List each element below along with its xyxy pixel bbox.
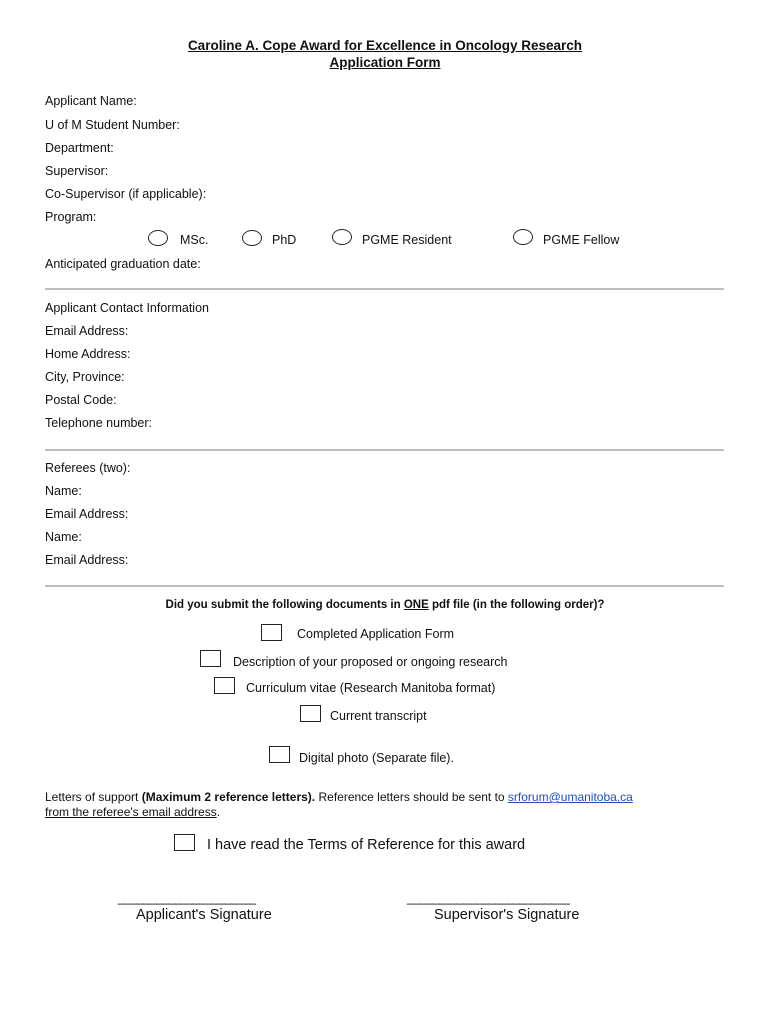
doc-cv-label: Curriculum vitae (Research Manitoba format) xyxy=(246,681,496,695)
doc-application-form-label: Completed Application Form xyxy=(297,627,455,641)
section-divider xyxy=(45,449,724,451)
department-label: Department: xyxy=(45,141,114,155)
doc-photo-checkbox[interactable] xyxy=(269,746,290,763)
program-phd-radio[interactable] xyxy=(242,230,262,246)
supervisor-signature-label: Supervisor's Signature xyxy=(434,907,580,923)
program-pgme-fellow-label: PGME Fellow xyxy=(543,233,620,247)
form-subtitle: Application Form xyxy=(329,55,441,70)
contact-heading: Applicant Contact Information xyxy=(45,301,209,315)
support-instructions: Letters of support (Maximum 2 reference letters). Reference letters should be sent to srforum@umanitoba.ca xyxy=(45,790,633,804)
program-msc-radio[interactable] xyxy=(148,230,168,246)
contact-email-label: Email Address: xyxy=(45,324,129,338)
doc-transcript-label: Current transcript xyxy=(330,709,427,723)
doc-cv-checkbox[interactable] xyxy=(214,677,235,694)
documents-question: Did you submit the following documents in ONE pdf file (in the following order)? xyxy=(165,599,605,611)
home-address-label: Home Address: xyxy=(45,347,131,361)
terms-checkbox[interactable] xyxy=(174,834,195,851)
section-divider xyxy=(45,288,724,290)
applicant-signature-label: Applicant's Signature xyxy=(136,907,272,923)
referee2-email-label: Email Address: xyxy=(45,553,129,567)
support-instructions-line2: from the referee's email address. xyxy=(45,805,221,819)
terms-label: I have read the Terms of Reference for this award xyxy=(207,837,526,853)
doc-research-description-checkbox[interactable] xyxy=(200,650,221,667)
section-divider xyxy=(45,585,724,587)
program-pgme-fellow-radio[interactable] xyxy=(513,229,533,245)
supervisor-label: Supervisor: xyxy=(45,164,109,178)
referees-heading: Referees (two): xyxy=(45,461,131,475)
program-pgme-resident-radio[interactable] xyxy=(332,229,352,245)
city-province-label: City, Province: xyxy=(45,370,125,384)
supervisor-signature-line[interactable]: __________________________ xyxy=(407,890,569,905)
doc-application-form-checkbox[interactable] xyxy=(261,624,282,641)
doc-transcript-checkbox[interactable] xyxy=(300,705,321,722)
telephone-label: Telephone number: xyxy=(45,416,153,430)
referee1-email-label: Email Address: xyxy=(45,507,129,521)
form-title: Caroline A. Cope Award for Excellence in Oncology Research xyxy=(187,38,583,53)
co-supervisor-label: Co-Supervisor (if applicable): xyxy=(45,187,207,201)
referee2-name-label: Name: xyxy=(45,530,82,544)
postal-code-label: Postal Code: xyxy=(45,393,117,407)
doc-research-description-label: Description of your proposed or ongoing research xyxy=(233,655,508,669)
support-email-link[interactable]: srforum@umanitoba.ca xyxy=(507,790,633,804)
referee1-name-label: Name: xyxy=(45,484,82,498)
applicant-name-label: Applicant Name: xyxy=(45,94,137,108)
doc-photo-label: Digital photo (Separate file). xyxy=(299,751,454,765)
program-pgme-resident-label: PGME Resident xyxy=(362,233,452,247)
graduation-date-label: Anticipated graduation date: xyxy=(45,257,201,271)
student-number-label: U of M Student Number: xyxy=(45,118,180,132)
program-phd-label: PhD xyxy=(272,233,297,247)
applicant-signature-line[interactable]: ______________________ xyxy=(118,890,256,905)
program-msc-label: MSc. xyxy=(180,233,209,247)
program-label: Program: xyxy=(45,210,97,224)
